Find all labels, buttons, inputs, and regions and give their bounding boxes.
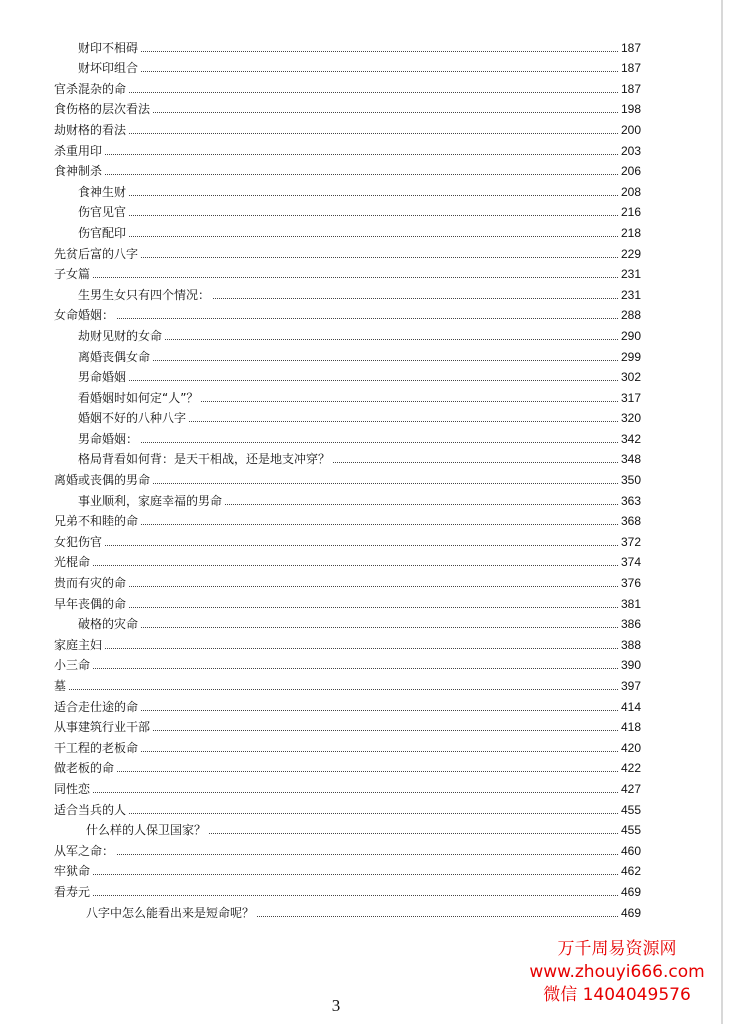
toc-entry-page: 469 <box>620 905 641 920</box>
toc-entry-title: 家庭主妇 <box>54 637 103 652</box>
toc-entry-page: 363 <box>620 493 641 508</box>
toc-entry-title: 事业顺利，家庭幸福的男命 <box>78 493 223 508</box>
toc-entry-page: 462 <box>620 864 641 879</box>
toc-dot-leader <box>93 895 618 896</box>
toc-entry <box>54 96 641 117</box>
toc-entry <box>54 425 641 446</box>
toc-dot-leader <box>333 462 618 463</box>
toc-dot-leader <box>153 483 618 484</box>
toc-dot-leader <box>257 916 618 917</box>
toc-entry-title: 看婚姻时如何定“人”？ <box>78 390 199 405</box>
toc-entry-title: 离婚或丧偶的男命 <box>54 473 151 488</box>
toc-dot-leader <box>117 854 618 855</box>
toc-entry <box>54 714 641 735</box>
toc-dot-leader <box>153 730 618 731</box>
toc-entry <box>54 281 641 302</box>
toc-entry-page: 218 <box>620 225 641 240</box>
toc-entry-title: 女犯伤官 <box>54 534 103 549</box>
toc-dot-leader <box>141 524 618 525</box>
toc-entry <box>54 219 641 240</box>
watermark-url: www.zhouyi666.com <box>529 962 705 982</box>
toc-entry <box>54 178 641 199</box>
toc-entry-title: 官杀混杂的命 <box>54 81 127 96</box>
toc-entry-title: 财印不相碍 <box>78 40 139 55</box>
toc-entry <box>54 652 641 673</box>
toc-dot-leader <box>225 504 618 505</box>
toc-entry <box>54 775 641 796</box>
toc-entry-title: 财坏印组合 <box>78 61 139 76</box>
watermark-wechat: 微信 1404049576 <box>543 985 691 1005</box>
toc-entry-page: 187 <box>620 81 641 96</box>
toc-entry <box>54 55 641 76</box>
toc-entry-page: 206 <box>620 164 641 179</box>
toc-entry <box>54 302 641 323</box>
toc-entry-title: 做老板的命 <box>54 761 115 776</box>
toc-entry <box>54 796 641 817</box>
watermark-site-name: 万千周易资源网 <box>557 939 677 959</box>
toc-entry-page: 320 <box>620 411 641 426</box>
toc-dot-leader <box>165 339 618 340</box>
toc-dot-leader <box>141 710 618 711</box>
toc-dot-leader <box>201 401 618 402</box>
toc-entry-page: 386 <box>620 617 641 632</box>
toc-entry-page: 455 <box>620 823 641 838</box>
toc-entry-page: 317 <box>620 390 641 405</box>
toc-entry <box>54 466 641 487</box>
toc-entry-page: 388 <box>620 637 641 652</box>
toc-entry-title: 生男生女只有四个情况： <box>78 287 211 302</box>
toc-dot-leader <box>209 833 618 834</box>
toc-entry <box>54 755 641 776</box>
toc-dot-leader <box>93 792 618 793</box>
toc-entry-page: 420 <box>620 740 641 755</box>
toc-entry-title: 兄弟不和睦的命 <box>54 514 139 529</box>
toc-dot-leader <box>93 874 618 875</box>
toc-entry <box>54 116 641 137</box>
toc-entry <box>54 858 641 879</box>
toc-entry <box>54 364 641 385</box>
toc-dot-leader <box>129 236 618 237</box>
toc-entry-title: 看寿元 <box>54 884 91 899</box>
toc-dot-leader <box>129 813 618 814</box>
toc-entry <box>54 672 641 693</box>
toc-entry-title: 适合走仕途的命 <box>54 699 139 714</box>
toc-entry <box>54 240 641 261</box>
toc-entry-title: 男命婚姻 <box>78 370 127 385</box>
toc-dot-leader <box>141 751 618 752</box>
toc-entry-title: 食伤格的层次看法 <box>54 102 151 117</box>
toc-entry-title: 从事建筑行业干部 <box>54 720 151 735</box>
toc-entry <box>54 569 641 590</box>
toc-dot-leader <box>141 627 618 628</box>
toc-entry-title: 破格的灾命 <box>78 617 139 632</box>
toc-entry-title: 小三命 <box>54 658 91 673</box>
toc-dot-leader <box>153 112 618 113</box>
toc-entry-title: 男命婚姻： <box>78 431 139 446</box>
toc-dot-leader <box>129 195 618 196</box>
toc-entry-title: 从军之命： <box>54 843 115 858</box>
toc-entry-title: 食神制杀 <box>54 164 103 179</box>
toc-dot-leader <box>105 648 618 649</box>
toc-entry-page: 231 <box>620 287 641 302</box>
toc-entry <box>54 322 641 343</box>
toc-entry <box>54 405 641 426</box>
toc-entry <box>54 590 641 611</box>
toc-entry-title: 什么样的人保卫国家？ <box>86 823 207 838</box>
toc-entry-page: 460 <box>620 843 641 858</box>
toc-entry-title: 适合当兵的人 <box>54 802 127 817</box>
toc-entry-page: 418 <box>620 720 641 735</box>
page-number: 3 <box>331 996 341 1015</box>
toc-entry <box>54 899 641 920</box>
toc-entry-title: 早年丧偶的命 <box>54 596 127 611</box>
toc-entry-page: 290 <box>620 328 641 343</box>
toc-entry <box>54 261 641 282</box>
toc-entry-title: 子女篇 <box>54 267 91 282</box>
toc-entry-page: 198 <box>620 102 641 117</box>
toc-entry-page: 350 <box>620 473 641 488</box>
toc-entry-title: 墓 <box>54 679 67 693</box>
toc-entry <box>54 384 641 405</box>
toc-dot-leader <box>141 51 618 52</box>
toc-entry <box>54 611 641 632</box>
toc-entry-title: 女命婚姻： <box>54 308 115 323</box>
toc-entry-page: 397 <box>620 679 641 693</box>
toc-entry <box>54 837 641 858</box>
toc-entry-page: 455 <box>620 802 641 817</box>
toc-dot-leader <box>117 771 618 772</box>
toc-entry <box>54 487 641 508</box>
toc-entry <box>54 508 641 529</box>
toc-dot-leader <box>129 607 618 608</box>
toc-entry <box>54 693 641 714</box>
toc-entry-page: 187 <box>620 40 641 55</box>
toc-entry-title: 贵而有灾的命 <box>54 576 127 591</box>
toc-dot-leader <box>105 545 618 546</box>
toc-dot-leader <box>105 174 618 175</box>
toc-dot-leader <box>93 668 618 669</box>
toc-entry-title: 劫财格的看法 <box>54 122 127 137</box>
toc-entry-title: 八字中怎么能看出来是短命呢？ <box>86 905 255 920</box>
toc-entry <box>54 34 641 55</box>
toc-entry <box>54 817 641 838</box>
toc-entry-page: 381 <box>620 596 641 611</box>
toc-entry-page: 374 <box>620 555 641 570</box>
toc-dot-leader <box>117 318 618 319</box>
toc-dot-leader <box>69 689 618 690</box>
toc-entry-title: 婚姻不好的八种八字 <box>78 411 187 426</box>
toc-entry-title: 格局背看如何背：是天干相战，还是地支冲穿？ <box>78 452 331 467</box>
toc-entry-page: 187 <box>620 61 641 76</box>
toc-dot-leader <box>129 215 618 216</box>
toc-entry <box>54 631 641 652</box>
toc-entry-page: 208 <box>620 184 641 199</box>
toc-dot-leader <box>141 71 618 72</box>
toc-dot-leader <box>93 277 618 278</box>
toc-dot-leader <box>129 380 618 381</box>
toc-entry-title: 先贫后富的八字 <box>54 246 139 261</box>
toc-entry-title: 伤官见官 <box>78 205 127 220</box>
toc-dot-leader <box>129 92 618 93</box>
toc-entry <box>54 75 641 96</box>
toc-entry-page: 427 <box>620 781 641 796</box>
toc-entry-page: 368 <box>620 514 641 529</box>
toc-entry-title: 伤官配印 <box>78 225 127 240</box>
toc-entry-page: 422 <box>620 761 641 776</box>
toc-entry-page: 216 <box>620 205 641 220</box>
toc-entry <box>54 878 641 899</box>
toc-dot-leader <box>141 257 618 258</box>
toc-entry-page: 203 <box>620 143 641 158</box>
toc-entry <box>54 528 641 549</box>
toc-entry-page: 469 <box>620 884 641 899</box>
toc-entry-page: 229 <box>620 246 641 261</box>
table-of-contents <box>54 34 641 920</box>
toc-entry-page: 376 <box>620 576 641 591</box>
toc-dot-leader <box>141 442 618 443</box>
toc-entry <box>54 549 641 570</box>
toc-entry-title: 同性恋 <box>54 781 91 796</box>
toc-entry-page: 200 <box>620 122 641 137</box>
toc-entry-title: 离婚丧偶女命 <box>78 349 151 364</box>
toc-entry-page: 372 <box>620 534 641 549</box>
toc-entry <box>54 446 641 467</box>
page-edge-line <box>721 0 723 1024</box>
toc-entry-page: 302 <box>620 370 641 385</box>
toc-entry-page: 299 <box>620 349 641 364</box>
toc-entry <box>54 343 641 364</box>
toc-dot-leader <box>213 298 618 299</box>
toc-dot-leader <box>129 586 618 587</box>
toc-entry-page: 342 <box>620 431 641 446</box>
toc-entry <box>54 137 641 158</box>
toc-entry <box>54 734 641 755</box>
toc-dot-leader <box>93 565 618 566</box>
toc-entry-page: 231 <box>620 267 641 282</box>
toc-entry-page: 390 <box>620 658 641 673</box>
toc-entry-title: 食神生财 <box>78 184 127 199</box>
toc-entry-title: 杀重用印 <box>54 143 103 158</box>
toc-entry-page: 414 <box>620 699 641 714</box>
toc-dot-leader <box>153 360 618 361</box>
toc-dot-leader <box>129 133 618 134</box>
toc-entry-title: 干工程的老板命 <box>54 740 139 755</box>
toc-dot-leader <box>105 154 618 155</box>
toc-entry <box>54 199 641 220</box>
toc-entry-title: 牢狱命 <box>54 864 91 879</box>
toc-entry-page: 348 <box>620 452 641 467</box>
toc-dot-leader <box>189 421 618 422</box>
toc-entry <box>54 158 641 179</box>
toc-entry-title: 光棍命 <box>54 555 91 570</box>
toc-entry-title: 劫财见财的女命 <box>78 328 163 343</box>
toc-entry-page: 288 <box>620 308 641 323</box>
